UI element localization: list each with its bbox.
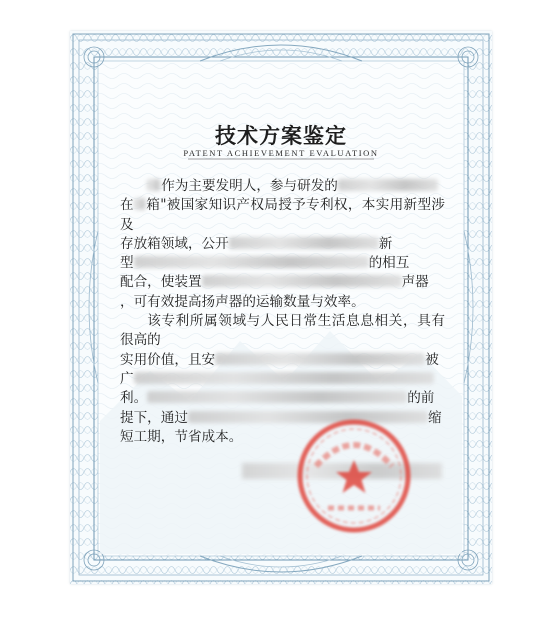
redacted-text	[202, 275, 402, 287]
text-segment: ，可有效提高扬声器的运输数量与效率。	[120, 293, 365, 310]
text-segment: 的相互	[368, 255, 410, 272]
paragraph-1	[120, 177, 445, 312]
text-segment: 短工期，节省成本。	[120, 428, 243, 445]
text-segment: 作为主要发明人，参与研发的	[161, 178, 338, 194]
text-segment: 提下，通过	[120, 409, 188, 426]
redacted-text	[134, 372, 434, 384]
text-segment: 利。	[120, 390, 148, 407]
text-segment: 配合，使装置	[120, 274, 202, 291]
redacted-text	[229, 237, 379, 249]
redacted-text	[134, 256, 369, 268]
text-segment: 的前	[407, 390, 435, 407]
redacted-text	[147, 391, 407, 403]
certificate-subtitle: PATENT ACHIEVEMENT EVALUATION	[183, 148, 379, 158]
text-segment: 新	[378, 235, 393, 252]
certificate-body	[120, 177, 445, 447]
text-segment: 广	[120, 370, 134, 387]
text-segment: 该专利所属领域与人民日常生活息息相关，具有很高的	[120, 313, 445, 349]
certificate-title: 技术方案鉴定	[215, 124, 347, 148]
official-seal	[294, 416, 414, 536]
text-segment: 在	[120, 197, 134, 214]
redacted-text	[338, 179, 438, 191]
redacted-text	[147, 179, 161, 191]
text-segment: 型	[120, 255, 134, 272]
redacted-text	[215, 353, 425, 365]
text-segment: 缩	[427, 409, 442, 426]
text-segment: 被	[425, 351, 439, 368]
text-segment: 箱"被国家知识产权局授予专利权，本实用新型涉及	[120, 197, 445, 233]
text-segment: 实用价值，且安	[120, 351, 216, 368]
text-segment: 存放箱领域，公开	[120, 235, 229, 252]
text-segment: 声器	[401, 274, 429, 291]
redacted-text	[134, 198, 146, 210]
certificate	[70, 31, 492, 584]
